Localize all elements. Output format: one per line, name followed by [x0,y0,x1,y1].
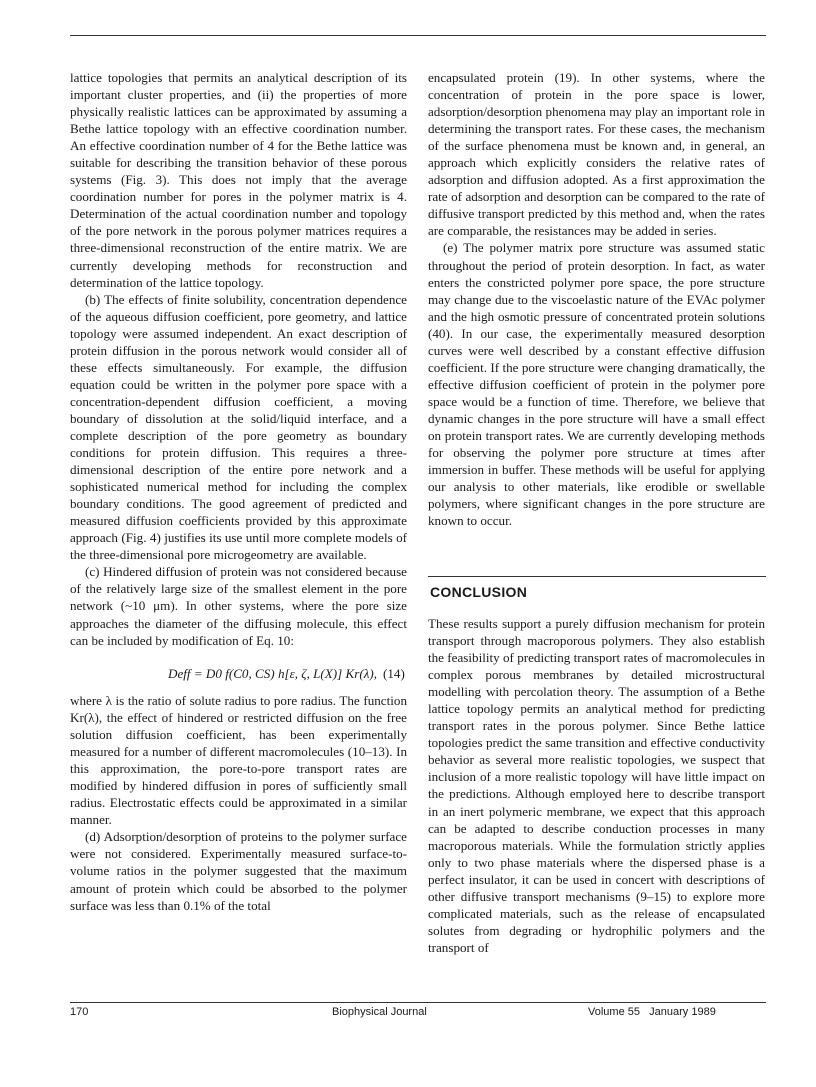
paragraph: (b) The effects of finite solubility, concentration dependence of the aqueous diffusion coefficient, pore geometry, and lattice topology were assumed independent. An exact description of protein diffusion in the porous network would consider all of these effects simultaneously. For example, the diffusion equation could be written in the polymer pore space with a concentration-dependent diffusion coefficient, a moving boundary of dissolution at the solid/liquid interface, and a complete description of the pore geometry as boundary conditions for protein diffusion. This requires a three-dimensional description of the entire pore network and a sophisticated numerical method for including the complex boundary conditions. The good agreement of predicted and measured diffusion coefficients provided by this approximate approach (Fig. 4) justifies its use until more complete models of the three-dimensional pore microgeometry are available. [70,291,407,563]
paragraph: where λ is the ratio of solute radius to pore radius. The function Kr(λ), the effect of hindered or restricted diffusion on the free solution diffusion coefficient, has been experimentally measured for a number of different macromolecules (10–13). In this approximation, the pore-to-pore transport rates are modified by hindered diffusion in pores of sufficiently small radius. Electrostatic effects could be approximated in a similar manner. [70,693,407,828]
paragraph: (d) Adsorption/desorption of proteins to the polymer surface were not considered. Experimentally measured surface-to-volume ratios in the polymer suggested that the maximum amount of protein which could be absorbed to the polymer surface was less than 0.1% of the total [70,829,407,913]
paragraph: These results support a purely diffusion mechanism for protein transport through macroporous polymers. They also establish the feasibility of predicting transport rates of macromolecules in complex porous membranes by detailed microstructural modelling with percolation theory. The assumption of a Bethe lattice topology permits an analytical method for predicting transport rates in the porous polymer. Since Bethe lattice topologies predict the same transition and effective conductivity behavior as several more realistic topologies, we suspect that inclusion of a more realistic topology will have little impact on the predictions. Although employed here to describe transport in an inert polymeric membrane, we expect that this approach can be adapted to describe conduction processes in many macroporous materials. While the formulation strictly applies only to two phase materials where the dispersed phase is a perfect insulator, it can be used in concert with descriptions of other diffusive transport mechanisms (9–15) to explore more complicated materials, such as the release of encapsulated solutes from degrading or hydrophilic polymers and the transport of [428,616,765,955]
paragraph: lattice topologies that permits an analytical description of its important cluster properties, and (ii) the properties of more physically realistic lattices can be approximated by assuming a Bethe lattice topology with an effective coordination number. An effective coordination number of 4 for the Bethe lattice was suitable for describing the transition behavior of these porous systems (Fig. 3). This does not imply that the average coordination number for pores in the polymer matrix is 4. Determination of the actual coordination number and topology of the pore network in the porous polymer matrices requires a three-dimensional reconstruction of the entire matrix. We are currently developing methods for reconstruction and determination of the lattice topology. [70,70,407,290]
paragraph: encapsulated protein (19). In other systems, where the concentration of protein in the pore space is lower, adsorption/desorption phenomena may play an important role in determining the transport rates. For these cases, the mechanism of the surface phenomena must be known and, in general, an approach which explicitly considers the relative rates of adsorption and diffusion adopted. As a first approximation the rate of adsorption and desorption can be compared to the rate of diffusive transport predicted by this method and, when the rates are comparable, the resistances may be added in series. [428,70,765,239]
section-heading-conclusion: CONCLUSION [430,584,528,600]
top-rule [70,35,766,36]
page-number: 170 [70,1006,89,1018]
right-column-lower [428,615,765,956]
right-column-upper [428,69,765,529]
equation-14: Deff = D0 f(C0, CS) h[ε, ζ, L(X)] Kr(λ), [168,666,378,681]
section-rule [428,576,766,577]
left-column-lower [70,692,407,914]
volume-date: Volume 55 January 1989 [588,1006,716,1018]
equation-number: (14) [383,666,405,681]
footer-rule [70,1002,766,1003]
journal-name: Biophysical Journal [332,1006,427,1018]
paragraph: (e) The polymer matrix pore structure was assumed static throughout the period of protein desorption. In fact, as water enters the constricted polymer pore space, the pore structure may change due to the viscoelastic nature of the EVAc polymer and the high osmotic pressure of concentrated protein solutions (40). In our case, the experimentally measured desorption curves were well described by a constant effective diffusion coefficient. If the pore structure were changing dramatically, the effective diffusion coefficient of protein in the polymer pore space would be a function of time. Therefore, we believe that dynamic changes in the pore structure will have a small effect on protein transport rates. We are currently developing methods for observing the polymer pore structure at times after immersion in buffer. These methods will be useful for applying our analysis to other materials, like erodible or swellable polymers, where significant changes in the pore structure are known to occur. [428,240,765,529]
paragraph: (c) Hindered diffusion of protein was not considered because of the relatively large size of the smallest element in the pore network (~10 μm). In other systems, where the pore size approaches the diameter of the diffusing molecule, this effect can be included by modification of Eq. 10: [70,564,407,648]
left-column-upper [70,69,407,649]
